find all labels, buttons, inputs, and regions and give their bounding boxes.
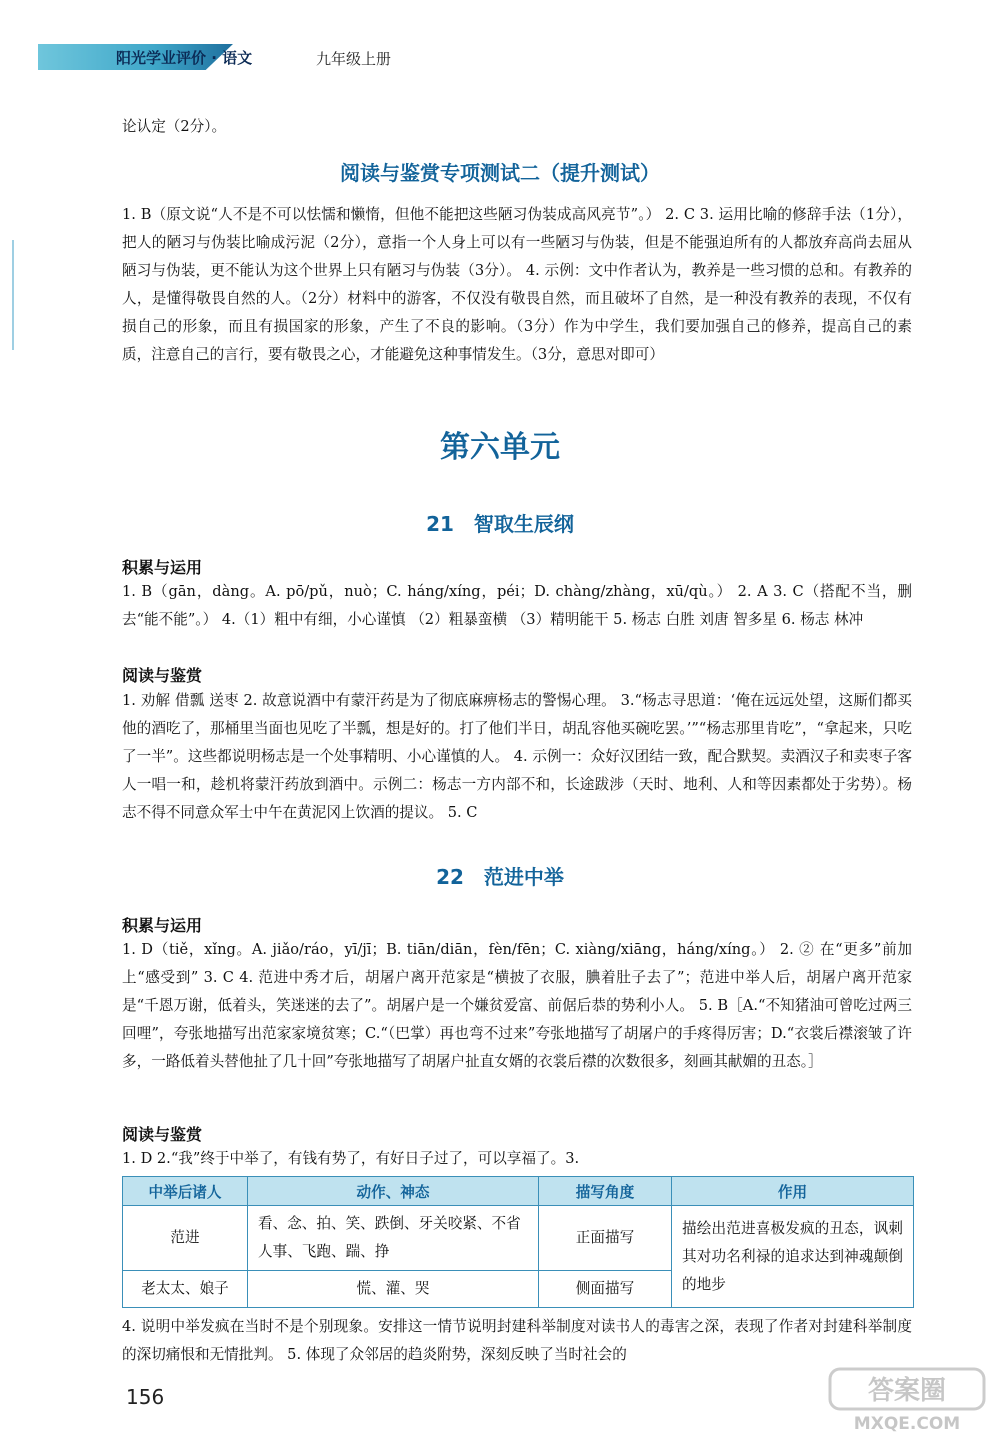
table-header-cell: 动作、神态 bbox=[248, 1177, 539, 1206]
table-cell-angle: 正面描写 bbox=[539, 1206, 672, 1271]
special-test-answers: 1. B（原文说“人不是不可以怯懦和懒惰，但他不能把这些陋习伪装成高风亮节”。） 2. C 3. 运用比喻的修辞手法（1分），把人的陋习与伪装比喻成污泥（2分），意指一个人身上可以有一些陋习与伪装，但是不能强迫所有的人都放弃高尚去屈从陋习与伪装，更不能认为这个世界上只有陋习与伪装（3分）。 4. 示例：文中作者认为，教养是一些习惯的总和。有教养的人，是懂得敬畏自然的人。（2分）材料中的游客，不仅没有敬畏自然，而且破坏了自然，是一种没有教养的表现，不仅有损自己的形象，而且有损国家的形象，产生了不良的影响。（3分）作为中学生，我们要加强自己的修养，提高自己的素质，注意自己的言行，要有敬畏之心，才能避免这种事情发生。（3分，意思对即可） bbox=[122, 206, 912, 363]
table-cell-who: 范进 bbox=[123, 1206, 248, 1271]
table-row bbox=[123, 1206, 914, 1271]
table-cell-effect: 描绘出范进喜极发疯的丑态，讽刺其对功名利禄的追求达到神魂颠倒的地步 bbox=[672, 1206, 914, 1308]
intro-line: 论认定（2分）。 bbox=[122, 118, 227, 135]
header-grade: 九年级上册 bbox=[316, 50, 392, 68]
lesson22-title: 22 范进中举 bbox=[436, 865, 564, 889]
page-number: 156 bbox=[126, 1385, 165, 1409]
table-cell-who: 老太太、娘子 bbox=[123, 1271, 248, 1308]
margin-mark bbox=[0, 240, 14, 350]
lesson22-section-accumulation: 积累与运用 bbox=[122, 916, 203, 935]
lesson22-reading-answers: 1. D 2.“我”终于中举了，有钱有势了，有好日子过了，可以享福了。3. bbox=[122, 1150, 580, 1167]
special-test-title: 阅读与鉴赏专项测试二（提升测试） bbox=[340, 161, 660, 185]
lesson21-reading-answers: 1. 劝解 借瓢 送枣 2. 故意说酒中有蒙汗药是为了彻底麻痹杨志的警惕心理。 3.“杨志寻思道：‘俺在远远处望，这厮们都买他的酒吃了，那桶里当面也见吃了半瓢，想是好的。打了他们半日，胡乱容他买碗吃罢。’”“杨志那里肯吃”，“拿起来，只吃了一半”。这些都说明杨志是一个处事精明、小心谨慎的人。 4. 示例一：众好汉团结一致，配合默契。卖酒汉子和卖枣子客人一唱一和，趁机将蒙汗药放到酒中。示例二：杨志一方内部不和，长途跋涉（天时、地利、人和等因素都处于劣势）。杨志不得不同意众军士中午在黄泥冈上饮酒的提议。 5. C bbox=[122, 692, 912, 821]
table-cell-actions: 看、念、拍、笑、跌倒、牙关咬紧、不省人事、飞跑、踹、挣 bbox=[248, 1206, 539, 1271]
lesson21-section-reading: 阅读与鉴赏 bbox=[122, 666, 203, 685]
lesson22-section-reading: 阅读与鉴赏 bbox=[122, 1125, 203, 1144]
lesson22-after-table-answers: 4. 说明中举发疯在当时不是个别现象。安排这一情节说明封建科举制度对读书人的毒害之深，表现了作者对封建科举制度的深切痛恨和无情批判。 5. 体现了众邻居的趋炎附势，深刻反映了当时社会的 bbox=[122, 1318, 912, 1363]
lesson21-title: 21 智取生辰纲 bbox=[426, 512, 574, 536]
table-cell-actions: 慌、灌、哭 bbox=[248, 1271, 539, 1308]
table-header-cell: 描写角度 bbox=[539, 1177, 672, 1206]
table-header-row bbox=[123, 1177, 914, 1206]
running-header bbox=[38, 44, 438, 70]
lesson21-section-accumulation: 积累与运用 bbox=[122, 558, 203, 577]
lesson22-accumulation-answers: 1. D（tiě，xǐng。A. jiǎo/ráo，yī/jī；B. tiān/diān，fèn/fēn；C. xiàng/xiāng，háng/xíng。） 2. ② 在“更多”前加上“感受到” 3. C 4. 范进中秀才后，胡屠户离开范家是“横披了衣服，腆着肚子去了”；范进中举人后，胡屠户离开范家是“千恩万谢，低着头，笑迷迷的去了”。胡屠户是一个嫌贫爱富、前倨后恭的势利小人。 5. B［A.“不知猪油可曾吃过两三回哩”，夸张地描写出范家家境贫寒；C.“（巴掌）再也弯不过来”夸张地描写了胡屠户的手疼得厉害；D.“衣裳后襟滚皱了许多，一路低着头替他扯了几十回”夸张地描写了胡屠户扯直女婿的衣裳后襟的次数很多，刻画其献媚的丑态。］ bbox=[122, 941, 912, 1070]
unit-title: 第六单元 bbox=[440, 430, 560, 465]
answer-table bbox=[122, 1176, 914, 1308]
header-series: 阳光学业评价 · 语文 bbox=[116, 49, 253, 67]
watermark-logo bbox=[828, 1367, 986, 1433]
svg-text:MXQE.COM: MXQE.COM bbox=[853, 1414, 961, 1433]
lesson21-accumulation-answers: 1. B（gān，dàng。A. pō/pǔ，nuò；C. háng/xíng，péi；D. chàng/zhàng，xū/qù。） 2. A 3. C（搭配不当，删去“能不能”。） 4.（1）粗中有细，小心谨慎 （2）粗暴蛮横 （3）精明能干 5. 杨志 白胜 刘唐 智多星 6. 杨志 林冲 bbox=[122, 583, 912, 628]
svg-text:答案圈: 答案圈 bbox=[867, 1376, 947, 1406]
table-header-cell: 中举后诸人 bbox=[123, 1177, 248, 1206]
table-cell-angle: 侧面描写 bbox=[539, 1271, 672, 1308]
table-header-cell: 作用 bbox=[672, 1177, 914, 1206]
